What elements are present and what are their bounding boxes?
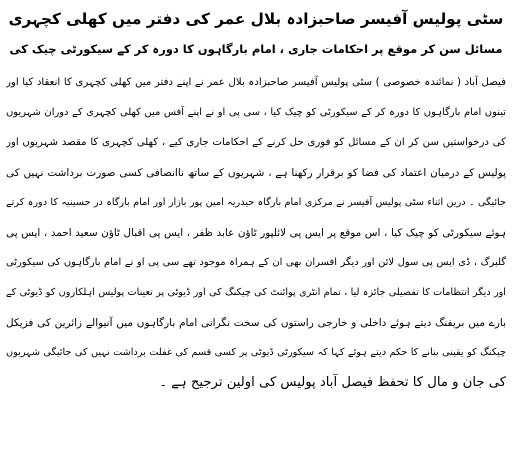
body-line: اور دیگر انتظامات کا تفصیلی جائزہ لیا ، تمام انٹری پوائنٹ کی چیکنگ کی اور ڈیوٹی پر تعینات پولیس اہلکاروں کو ڈیوٹی کے bbox=[6, 287, 506, 298]
body-line: تینوں امام بارگاہوں کا دورہ کر کے سیکورٹی کو چیک کیا ، سی پی او نے اپنے آفس میں کھلی کچہری کے دوران شہریوں bbox=[6, 107, 506, 118]
subheadline: مسائل سن کر موقع پر احکامات جاری ، امام بارگاہوں کا دورہ کر کے سیکورٹی چیک کی bbox=[9, 42, 503, 56]
body-line: ہوئے سیکورٹی کو چیک کیا ، اس موقع پر ایس پی لائلپور ٹاؤن عابد ظفر ، ایس پی اقبال ٹاؤن سعید احمد ، ایس پی bbox=[6, 227, 506, 239]
body-line: گلبرگ ، ڈی ایس پی سول لائن اور دیگر افسران بھی ان کے ہمراہ موجود تھے سی پی او نے امام بارگاہوں کی سیکورٹی bbox=[6, 257, 506, 268]
headline: سٹی پولیس آفیسر صاحبزادہ بلال عمر کی دفتر میں کھلی کچہری bbox=[8, 10, 504, 28]
body-line: کی درخواستیں سن کر ان کے مسائل کو فوری حل کرنے کے احکامات جاری کیے ، کھلی کچہری کا مقصد شہریوں اور bbox=[6, 137, 506, 148]
body-line: فیصل آباد ( نمائندہ خصوصی ) سٹی پولیس آفیسر صاحبزادہ بلال عمر نے اپنے دفتر میں کھلی کچہری کا انعقاد کیا اور bbox=[6, 77, 506, 88]
body-line: پولیس کے درمیان اعتماد کی فضا کو برقرار رکھنا ہے ، شہریوں کے ساتھ ناانصافی کسی صورت برداشت نہیں کی bbox=[6, 167, 506, 179]
body-line: جائیگی ۔ دریں اثناء سٹی پولیس آفیسر نے مرکزی امام بارگاہ حیدریہ امین پور بازار اور امام بارگاہ در حسینیہ کا دورہ کرتے bbox=[6, 197, 506, 208]
body-line: چیکنگ کو یقینی بنانے کا حکم دیتے ہوئے کہا کہ سیکورٹی ڈیوٹی پر کسی قسم کی غفلت برداشت نہیں کی جائیگی شہریوں bbox=[6, 347, 506, 358]
body-line: کی جان و مال کا تحفظ فیصل آباد پولیس کی اولین ترجیح ہے ۔ bbox=[159, 375, 506, 390]
body-line: بارے میں بریفنگ دیتے ہوئے داخلی و خارجی راستوں کی سخت نگرانی امام بارگاہوں میں آنیوالے زائرین کی فزیکل bbox=[6, 317, 506, 329]
article-body bbox=[6, 68, 506, 398]
